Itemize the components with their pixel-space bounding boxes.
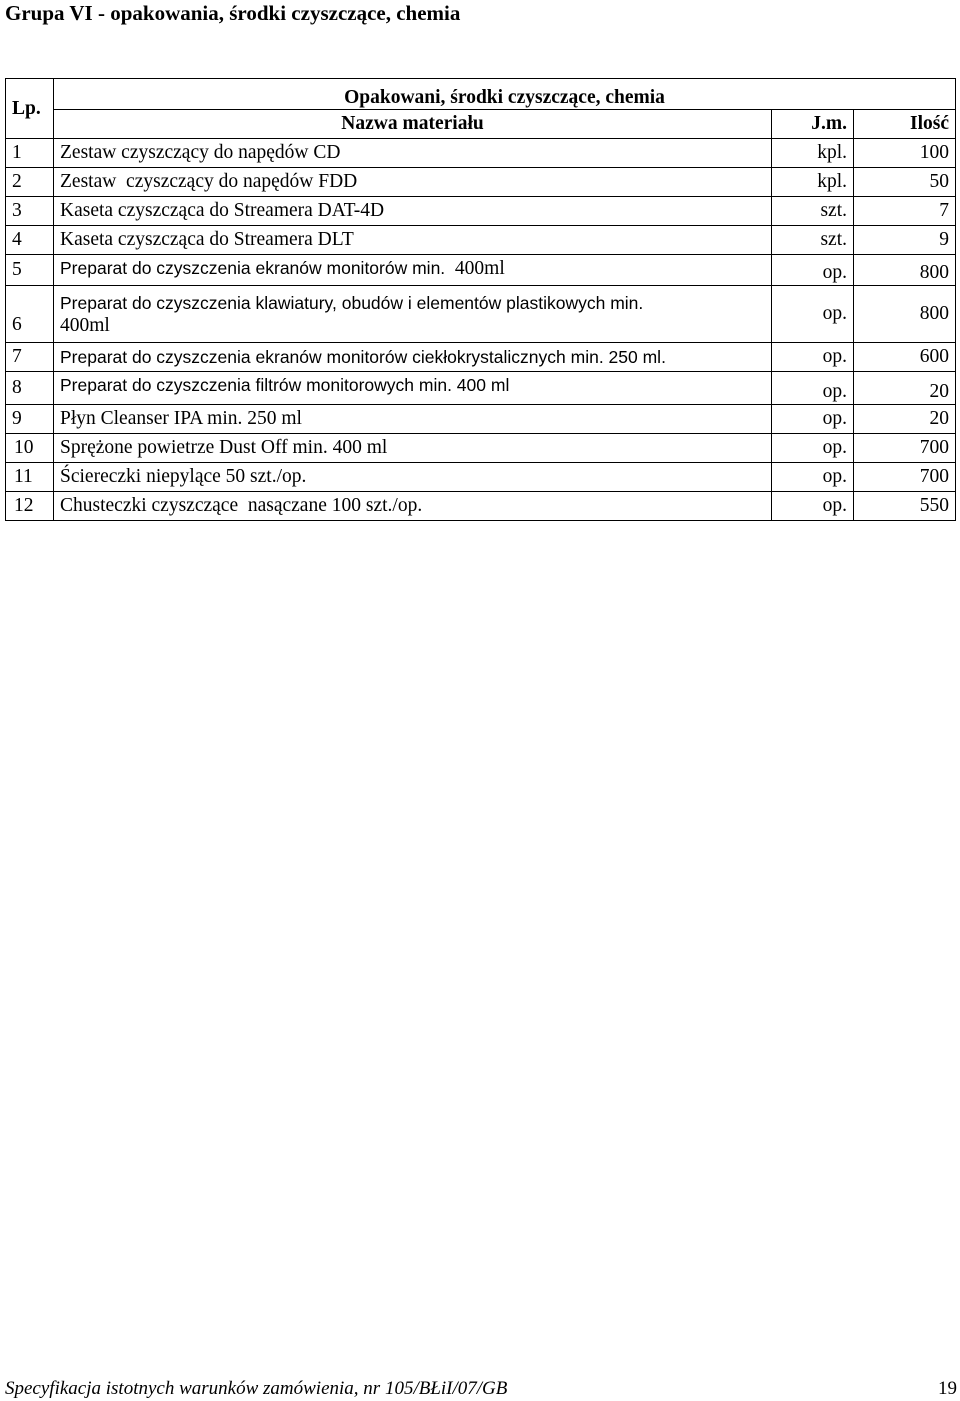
table-row: [6, 168, 956, 197]
row-name: [54, 255, 772, 286]
row-qty: 800: [854, 255, 956, 286]
row-lp: 11: [6, 463, 54, 492]
row-lp: 7: [6, 343, 54, 372]
row-name: Kaseta czyszcząca do Streamera DAT-4D: [54, 197, 772, 226]
table-row: [6, 226, 956, 255]
row-lp: 1: [6, 139, 54, 168]
row-name: Zestaw czyszczący do napędów CD: [54, 139, 772, 168]
table-row: [6, 434, 956, 463]
row-name: Preparat do czyszczenia ekranów monitorów ciekłokrystalicznych min. 250 ml.: [54, 343, 772, 372]
page-number: 19: [938, 1378, 957, 1399]
qty-header: Ilość: [854, 110, 956, 139]
row-unit: kpl.: [772, 168, 854, 197]
row-name: Chusteczki czyszczące nasączane 100 szt./op.: [54, 492, 772, 521]
row-lp: 12: [6, 492, 54, 521]
table-row: [6, 139, 956, 168]
table-subheader-row: [6, 110, 956, 139]
row-qty: 600: [854, 343, 956, 372]
row-name: Ściereczki niepylące 50 szt./op.: [54, 463, 772, 492]
page-title: Grupa VI - opakowania, środki czyszczące, chemia: [5, 1, 461, 25]
row-qty: 9: [854, 226, 956, 255]
row-lp: 8: [6, 372, 54, 405]
table-row: [6, 372, 956, 405]
row-unit: op.: [772, 434, 854, 463]
lp-header: Lp.: [6, 79, 54, 139]
row-lp: 6: [6, 286, 54, 343]
row-qty: 20: [854, 405, 956, 434]
row-unit: op.: [772, 492, 854, 521]
row-lp: 3: [6, 197, 54, 226]
row-unit: op.: [772, 255, 854, 286]
materials-table: [5, 78, 956, 521]
row-lp: 9: [6, 405, 54, 434]
row-name: [54, 286, 772, 343]
unit-header: J.m.: [772, 110, 854, 139]
row-qty: 550: [854, 492, 956, 521]
table-row: [6, 197, 956, 226]
row-unit: szt.: [772, 226, 854, 255]
row-lp: 4: [6, 226, 54, 255]
table-row: [6, 255, 956, 286]
row-qty: 800: [854, 286, 956, 343]
row-name-text: Preparat do czyszczenia klawiatury, obudów i elementów plastikowych min.: [60, 292, 644, 313]
row-unit: kpl.: [772, 139, 854, 168]
row-unit: op.: [772, 286, 854, 343]
row-unit: op.: [772, 463, 854, 492]
table-row: [6, 463, 956, 492]
row-lp: 10: [6, 434, 54, 463]
row-name: Sprężone powietrze Dust Off min. 400 ml: [54, 434, 772, 463]
row-name-volume: 400ml: [454, 258, 505, 279]
name-header: Nazwa materiału: [54, 110, 772, 139]
table-row: [6, 492, 956, 521]
row-name: Preparat do czyszczenia filtrów monitorowych min. 400 ml: [54, 372, 772, 405]
row-qty: 50: [854, 168, 956, 197]
row-qty: 100: [854, 139, 956, 168]
row-name-volume: 400ml: [60, 314, 110, 336]
row-lp: 5: [6, 255, 54, 286]
row-name: Płyn Cleanser IPA min. 250 ml: [54, 405, 772, 434]
row-qty: 20: [854, 372, 956, 405]
row-qty: 700: [854, 463, 956, 492]
table-row: [6, 405, 956, 434]
group-header: Opakowani, środki czyszczące, chemia: [54, 79, 956, 110]
row-unit: op.: [772, 405, 854, 434]
row-name-text: Preparat do czyszczenia ekranów monitorów min.: [60, 258, 446, 278]
row-unit: szt.: [772, 197, 854, 226]
row-unit: op.: [772, 343, 854, 372]
row-qty: 7: [854, 197, 956, 226]
footer-spec-reference: Specyfikacja istotnych warunków zamówienia, nr 105/BŁiI/07/GB: [5, 1378, 508, 1399]
row-qty: 700: [854, 434, 956, 463]
row-name: Zestaw czyszczący do napędów FDD: [54, 168, 772, 197]
row-name: Kaseta czyszcząca do Streamera DLT: [54, 226, 772, 255]
table-header-row: [6, 79, 956, 110]
table-row: [6, 286, 956, 343]
row-lp: 2: [6, 168, 54, 197]
row-unit: op.: [772, 372, 854, 405]
table-row: [6, 343, 956, 372]
